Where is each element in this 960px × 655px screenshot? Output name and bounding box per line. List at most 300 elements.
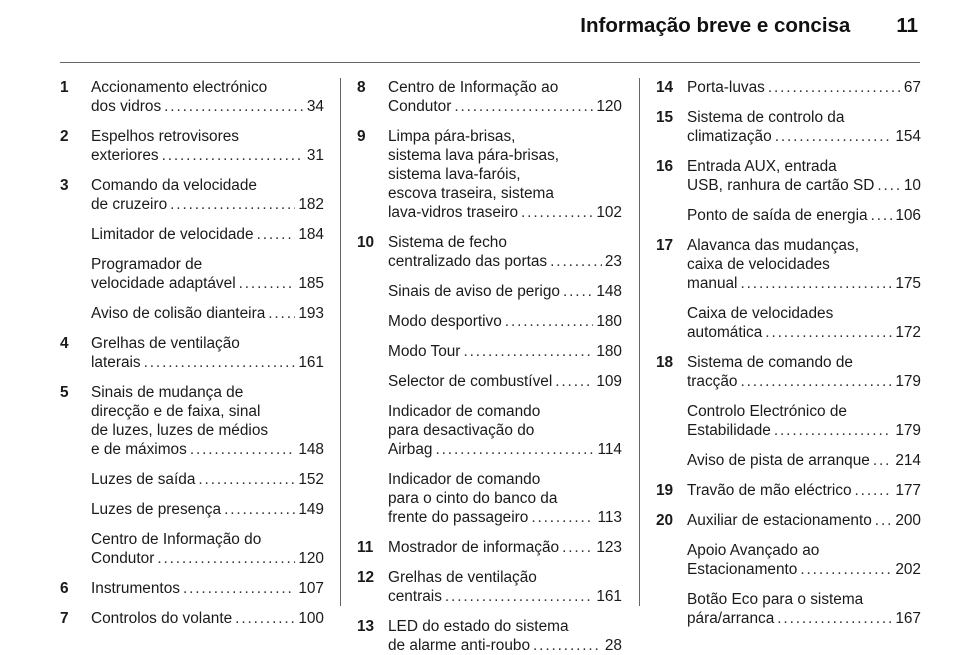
index-entry [656,108,921,146]
page-link[interactable]: 179 [895,373,921,390]
page-reference [91,195,324,214]
item-number [357,342,388,361]
entry-label: Ponto de saída de energia [687,207,868,224]
index-entry [60,609,324,628]
leader-dots [183,579,295,598]
entry-text [687,511,921,530]
index-column-3 [656,78,921,628]
item-number: 5 [60,384,69,401]
page-reference [388,312,622,331]
entry-text [687,590,921,628]
entry-label: tracção [687,373,738,390]
page-link[interactable]: 161 [298,354,324,371]
entry-label: dos vidros [91,98,162,115]
entry-label: exteriores [91,147,159,164]
page-link[interactable]: 152 [298,471,324,488]
item-number [357,402,388,459]
entry-line: Programador de [91,256,203,273]
page-link[interactable]: 102 [596,204,622,221]
page-reference [388,342,622,361]
item-number [357,470,388,527]
page-link[interactable]: 167 [895,610,921,627]
entry-line: caixa de velocidades [687,256,830,273]
item-number: 14 [656,79,674,96]
page-link[interactable]: 34 [306,98,324,115]
entry-line: Caixa de velocidades [687,305,834,322]
index-subentry [357,282,622,301]
leader-dots [157,549,295,568]
index-entry [60,383,324,459]
leader-dots [164,97,304,116]
page-link[interactable]: 109 [596,373,622,390]
index-subentry [357,312,622,331]
entry-line: Indicador de comando [388,403,541,420]
page-link[interactable]: 107 [298,580,324,597]
entry-text [388,342,622,361]
page-link[interactable]: 114 [597,441,622,458]
index-column-2 [357,78,622,655]
entry-text [91,78,324,116]
entry-label: Mostrador de informação [388,539,560,556]
page-link[interactable]: 120 [596,98,622,115]
index-subentry [357,342,622,361]
entry-label: Porta-luvas [687,79,765,96]
index-entry [656,481,921,500]
page-link[interactable]: 31 [306,147,324,164]
page-reference [687,274,921,293]
entry-text [388,233,622,271]
leader-dots [521,203,593,222]
index-entry [357,233,622,271]
entry-label: Aviso de pista de arranque [687,452,870,469]
page-link[interactable]: 100 [298,610,324,627]
entry-label: Estabilidade [687,422,771,439]
entry-label: lava-vidros traseiro [388,204,519,221]
entry-text [687,541,921,579]
entry-text [687,481,921,500]
entry-text [687,402,921,440]
leader-dots [550,252,602,271]
entry-line: Indicador de comando [388,471,541,488]
leader-dots [768,78,901,97]
page-title: Informação breve e concisa [580,14,851,37]
entry-line: de luzes, luzes de médios [91,422,269,439]
entry-text [388,402,622,459]
page-reference [687,206,921,225]
page-reference [687,372,921,391]
page-link[interactable]: 148 [298,441,324,458]
leader-dots [555,372,593,391]
item-number [656,541,687,579]
entry-label: centrais [388,588,442,605]
item-number: 7 [60,610,69,627]
page-link[interactable]: 67 [903,79,921,96]
entry-line: Centro de Informação do [91,531,262,548]
entry-line: Sistema de fecho [388,234,507,251]
page-link[interactable]: 172 [895,324,921,341]
item-number: 8 [357,79,366,96]
page-reference [388,372,622,391]
index-entry [656,353,921,391]
entry-label: pára/arranca [687,610,775,627]
page-link[interactable]: 28 [604,637,622,654]
page-header [580,14,918,38]
entry-line: Accionamento electrónico [91,79,268,96]
index-subentry [60,255,324,293]
page-link[interactable]: 193 [298,305,324,322]
page-reference [388,636,622,655]
page-reference [388,282,622,301]
leader-dots [239,274,296,293]
entry-label: Limitador de velocidade [91,226,254,243]
entry-label: USB, ranhura de cartão SD [687,177,875,194]
page-reference [388,203,622,222]
entry-label: de cruzeiro [91,196,168,213]
item-number: 2 [60,128,69,145]
entry-label: Condutor [388,98,452,115]
page-reference [91,274,324,293]
item-number [60,530,91,568]
page-reference [687,451,921,470]
entry-text [687,108,921,146]
entry-label: frente do passageiro [388,509,529,526]
entry-text [687,451,921,470]
leader-dots [268,304,295,323]
entry-text [388,78,622,116]
entry-line: sistema lava-faróis, [388,166,521,183]
index-entry [60,127,324,165]
leader-dots [562,538,593,557]
leader-dots [144,353,296,372]
page-reference [687,481,921,500]
leader-dots [533,636,602,655]
index-subentry [656,206,921,225]
item-number: 1 [60,79,69,96]
item-number [357,282,388,301]
entry-line: Comando da velocidade [91,177,257,194]
index-entry [656,157,921,195]
entry-line: Botão Eco para o sistema [687,591,864,608]
entry-text [91,255,324,293]
index-subentry [60,304,324,323]
leader-dots [855,481,893,500]
item-number [357,372,388,391]
column-divider [340,78,341,606]
leader-dots [877,176,901,195]
entry-line: Espelhos retrovisores [91,128,239,145]
page-reference [91,353,324,372]
entry-text [91,127,324,165]
entry-line: para desactivação do [388,422,535,439]
page-reference [91,579,324,598]
index-entry [357,127,622,222]
entry-text [687,78,921,97]
entry-text [388,538,622,557]
page-reference [91,304,324,323]
entry-text [388,372,622,391]
item-number [60,500,91,519]
page-reference [91,500,324,519]
index-entry [357,568,622,606]
page-reference [91,225,324,244]
entry-line: Grelhas de ventilação [91,335,240,352]
item-number: 3 [60,177,69,194]
item-number [60,225,91,244]
page-link[interactable]: 10 [903,177,921,194]
leader-dots [775,127,893,146]
leader-dots [740,274,892,293]
index-subentry [60,470,324,489]
entry-line: Apoio Avançado ao [687,542,820,559]
index-entry [656,236,921,293]
page-link[interactable]: 179 [895,422,921,439]
item-number: 17 [656,237,674,254]
leader-dots [505,312,594,331]
leader-dots [740,372,892,391]
entry-label: Controlos do volante [91,610,233,627]
entry-text [91,304,324,323]
entry-label: Luzes de presença [91,501,222,518]
index-entry [357,538,622,557]
entry-line: direcção e de faixa, sinal [91,403,261,420]
entry-label: Sinais de aviso de perigo [388,283,560,300]
entry-label: Aviso de colisão dianteira [91,305,266,322]
item-number: 16 [656,158,674,175]
page-reference [687,511,921,530]
item-number [357,312,388,331]
page-link[interactable]: 182 [298,196,324,213]
leader-dots [875,511,893,530]
leader-dots [198,470,295,489]
item-number: 9 [357,128,366,145]
entry-line: Grelhas de ventilação [388,569,537,586]
page-reference [388,538,622,557]
page-link[interactable]: 185 [298,275,324,292]
page-link[interactable]: 154 [895,128,921,145]
page-link[interactable]: 180 [596,313,622,330]
index-entry [656,78,921,97]
entry-label: climatização [687,128,772,145]
entry-line: sistema lava pára-brisas, [388,147,560,164]
entry-text [91,383,324,459]
leader-dots [463,342,593,361]
page-link[interactable]: 175 [895,275,921,292]
item-number: 18 [656,354,674,371]
leader-dots [454,97,593,116]
page-reference [91,470,324,489]
item-number: 20 [656,512,674,529]
entry-label: Condutor [91,550,155,567]
page-reference [91,440,324,459]
leader-dots [162,146,304,165]
item-number: 6 [60,580,69,597]
page-reference [388,97,622,116]
item-number [656,206,687,225]
entry-text [388,470,622,527]
entry-line: Centro de Informação ao [388,79,559,96]
page-reference [687,176,921,195]
entry-label: manual [687,275,738,292]
index-subentry [656,541,921,579]
leader-dots [224,500,295,519]
entry-label: Auxiliar de estacionamento [687,512,872,529]
index-entry [656,511,921,530]
page-link[interactable]: 214 [895,452,921,469]
item-number [60,470,91,489]
leader-dots [777,609,892,628]
leader-dots [800,560,892,579]
entry-line: Sistema de controlo da [687,109,845,126]
page-reference [687,421,921,440]
header-divider [60,62,920,63]
index-subentry [357,402,622,459]
index-subentry [656,402,921,440]
page-reference [91,549,324,568]
entry-text [687,353,921,391]
leader-dots [873,451,892,470]
item-number: 11 [357,539,374,556]
leader-dots [563,282,593,301]
index-entry [357,78,622,116]
entry-line: escova traseira, sistema [388,185,554,202]
entry-label: automática [687,324,763,341]
entry-line: Sistema de comando de [687,354,853,371]
column-divider [639,78,640,606]
item-number: 4 [60,335,69,352]
page-reference [687,609,921,628]
entry-text [388,127,622,222]
page-link[interactable]: 106 [895,207,921,224]
page-number: 11 [896,14,918,37]
entry-text [388,312,622,331]
entry-label: velocidade adaptável [91,275,236,292]
entry-text [91,609,324,628]
entry-text [91,579,324,598]
index-entry [60,176,324,214]
page-link[interactable]: 23 [604,253,622,270]
item-number [656,451,687,470]
entry-label: Selector de combustível [388,373,553,390]
item-number: 13 [357,618,375,635]
entry-label: de alarme anti-roubo [388,637,531,654]
entry-line: LED do estado do sistema [388,618,569,635]
page-reference [388,440,622,459]
entry-label: laterais [91,354,141,371]
page-reference [687,560,921,579]
page-link[interactable]: 200 [895,512,921,529]
entry-text [91,176,324,214]
index-subentry [656,451,921,470]
entry-line: Entrada AUX, entrada [687,158,837,175]
page-link[interactable]: 202 [895,561,921,578]
leader-dots [257,225,296,244]
page-reference [91,609,324,628]
index-entry [60,78,324,116]
page-reference [687,323,921,342]
entry-text [91,225,324,244]
index-entry [60,579,324,598]
entry-text [687,236,921,293]
index-subentry [656,304,921,342]
index-subentry [357,470,622,527]
index-column-1 [60,78,324,628]
entry-line: Controlo Electrónico de [687,403,847,420]
index-subentry [60,225,324,244]
page-link[interactable]: 123 [596,539,622,556]
entry-text [91,530,324,568]
index-subentry [656,590,921,628]
leader-dots [190,440,296,459]
page-reference [388,508,622,527]
page-reference [388,587,622,606]
item-number [656,304,687,342]
entry-text [687,206,921,225]
page-link[interactable]: 149 [298,501,324,518]
page-link[interactable]: 120 [298,550,324,567]
entry-label: Luzes de saída [91,471,196,488]
leader-dots [170,195,295,214]
entry-label: Estacionamento [687,561,798,578]
page-link[interactable]: 161 [596,588,622,605]
entry-text [687,157,921,195]
page-reference [91,146,324,165]
entry-text [91,334,324,372]
entry-label: Modo Tour [388,343,461,360]
item-number: 10 [357,234,375,251]
entry-label: Modo desportivo [388,313,502,330]
entry-text [388,617,622,655]
entry-label: e de máximos [91,441,187,458]
index-subentry [60,530,324,568]
page-link[interactable]: 148 [596,283,622,300]
leader-dots [531,508,594,527]
leader-dots [235,609,295,628]
page-link[interactable]: 113 [597,509,622,526]
entry-line: Sinais de mudança de [91,384,244,401]
item-number: 15 [656,109,674,126]
item-number [60,255,91,293]
leader-dots [765,323,892,342]
index-entry [357,617,622,655]
entry-text [91,500,324,519]
entry-label: centralizado das portas [388,253,548,270]
entry-text [91,470,324,489]
page-reference [91,97,324,116]
leader-dots [774,421,892,440]
page-reference [388,252,622,271]
leader-dots [445,587,593,606]
entry-line: para o cinto do banco da [388,490,558,507]
page-link[interactable]: 177 [895,482,921,499]
entry-label: Travão de mão eléctrico [687,482,852,499]
leader-dots [436,440,595,459]
page-link[interactable]: 180 [596,343,622,360]
item-number: 12 [357,569,375,586]
leader-dots [871,206,893,225]
index-subentry [357,372,622,391]
entry-label: Airbag [388,441,433,458]
entry-line: Limpa pára-brisas, [388,128,516,145]
entry-label: Instrumentos [91,580,180,597]
entry-line: Alavanca das mudanças, [687,237,859,254]
item-number: 19 [656,482,674,499]
index-subentry [60,500,324,519]
page-reference [687,127,921,146]
entry-text [388,568,622,606]
item-number [60,304,91,323]
page-reference [687,78,921,97]
page-link[interactable]: 184 [298,226,324,243]
